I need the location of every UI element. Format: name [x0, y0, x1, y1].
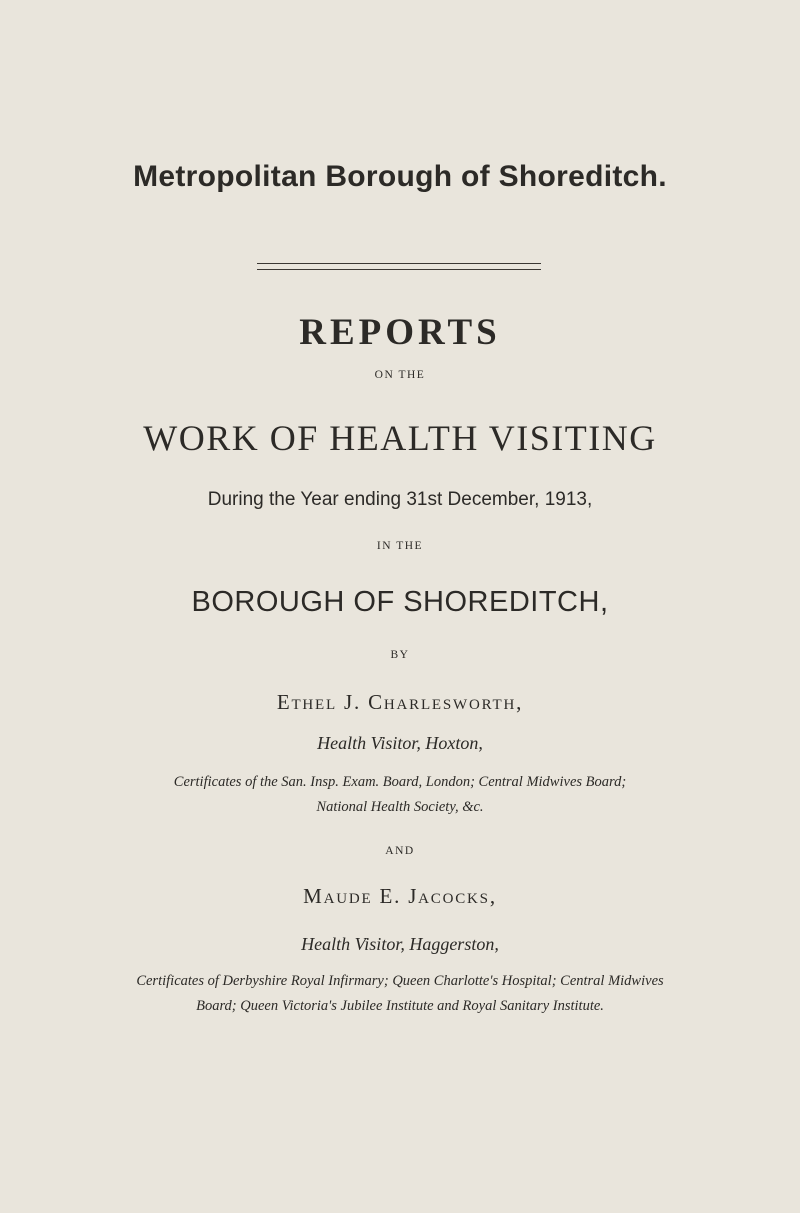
author-certificates-1-line-1: Certificates of the San. Insp. Exam. Board, London; Central Midwives Board; [173, 774, 627, 790]
author-role-2: Health Visitor, Haggerston, [301, 934, 499, 954]
by-text: BY [390, 649, 410, 661]
on-the-text: ON THE [374, 369, 426, 381]
author-name-2: Maude E. Jacocks, [303, 884, 497, 908]
work-title: WORK OF HEALTH VISITING [143, 418, 657, 458]
author-certificates-2-line-2: Board; Queen Victoria's Jubilee Institute and Royal Sanitary Institute. [196, 998, 604, 1014]
borough-title: Metropolitan Borough of Shoreditch. [133, 160, 667, 193]
and-text: AND [385, 845, 415, 857]
year-statement: During the Year ending 31st December, 1913, [207, 489, 593, 510]
author-role-1: Health Visitor, Hoxton, [317, 733, 483, 753]
reports-heading: REPORTS [299, 312, 501, 353]
double-rule-divider [257, 263, 541, 270]
author-name-1: Ethel J. Charlesworth, [276, 690, 524, 714]
in-the-text: IN THE [376, 540, 424, 552]
borough-name: BOROUGH OF SHOREDITCH, [191, 586, 609, 618]
author-certificates-2-line-1: Certificates of Derbyshire Royal Infirmary; Queen Charlotte's Hospital; Central Midwives [136, 973, 664, 989]
author-certificates-1-line-2: National Health Society, &c. [316, 799, 484, 815]
